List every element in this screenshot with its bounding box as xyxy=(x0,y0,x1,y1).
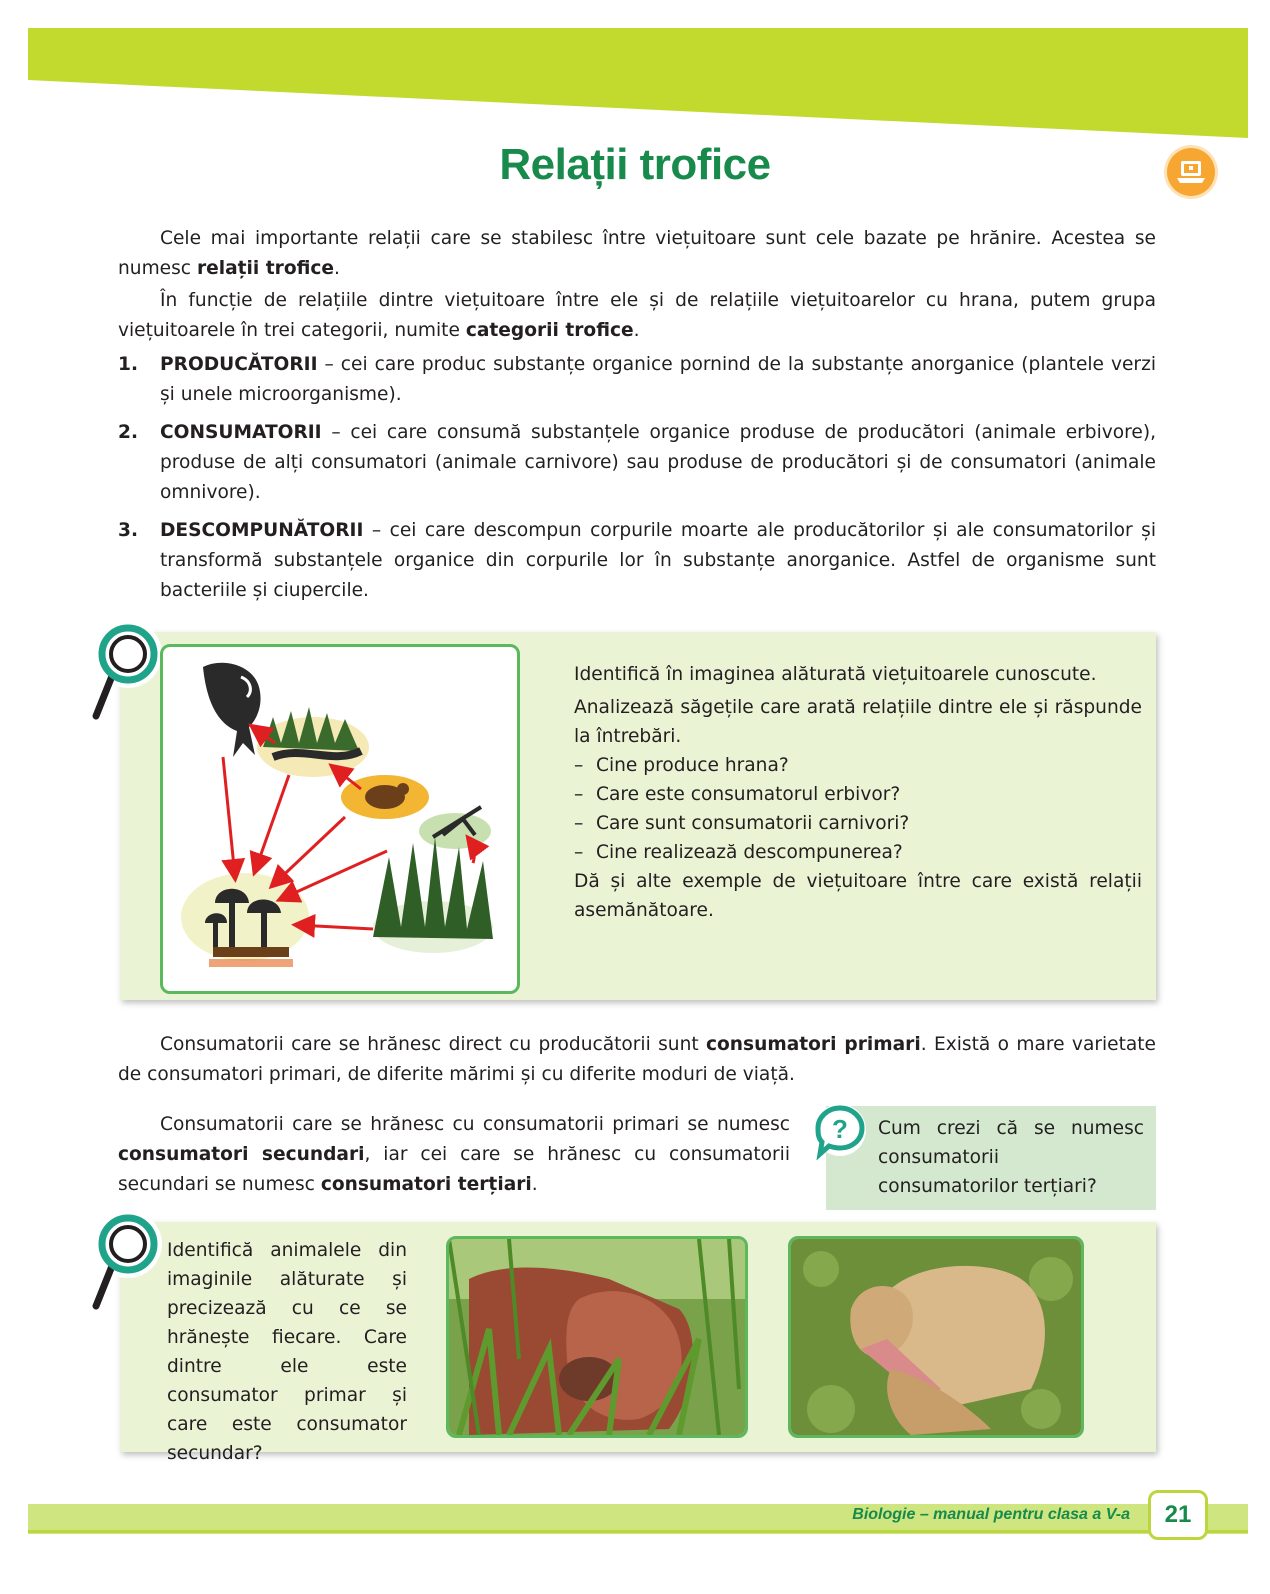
intro-paragraph-2: În funcție de relațiile dintre viețuitoare între ele și de relațiile viețuitoarelor cu hrana, putem grupa viețuitoarele în trei categorii, numite categorii trofice. xyxy=(118,290,1156,341)
activity-2-text: Identifică animalele din imaginile alăturate și precizează cu ce se hrănește fiecare. Care dintre ele este consumator primar și care este consumator secundar? xyxy=(167,1240,407,1464)
lioness-photo xyxy=(788,1236,1084,1438)
lioness-eating-meat-image xyxy=(791,1239,1081,1435)
header-banner xyxy=(0,0,1270,150)
activity-1-closing: Dă și alte exemple de viețuitoare între care există relații asemănătoare. xyxy=(574,871,1142,921)
laptop-icon xyxy=(1176,158,1206,186)
page-title: Relații trofice xyxy=(499,140,771,189)
svg-text:?: ? xyxy=(832,1114,848,1144)
activity-1-text xyxy=(574,660,1142,925)
cow-eating-grass-image xyxy=(449,1239,745,1435)
list-item: – Cine realizează descompunerea? xyxy=(574,842,903,863)
secondary-consumers-paragraph: Consumatorii care se hrănesc cu consumatorii primari se numesc consumatori secundari, iar cei care se hrănesc cu consumatorii secundari se numesc consumatori terțiari. xyxy=(118,1114,790,1195)
list-item: – Care este consumatorul erbivor? xyxy=(574,784,901,805)
primary-consumers-paragraph: Consumatorii care se hrănesc direct cu producătorii sunt consumatori primari. Există o mare varietate de consumatori primari, de diferite mărimi și cu diferite moduri de viață. xyxy=(118,1034,1156,1085)
book-title: Biologie – manual pentru clasa a V-a xyxy=(852,1506,1130,1523)
footer-line xyxy=(28,1530,1248,1533)
page-number: 21 xyxy=(1148,1490,1208,1540)
cow-photo xyxy=(446,1236,748,1438)
magnifier-icon xyxy=(86,618,166,728)
laptop-badge xyxy=(1167,148,1215,196)
list-item: 3. DESCOMPUNĂTORII – cei care descompun corpurile moarte ale producătorilor și ale consumatorilor și transformă substanțele organice din corpurile lor în substanțe anorganice. Astfel de organisme sunt bacteriile și ciupercile. xyxy=(118,520,1156,601)
question-text: Cum crezi că se numesc consumatorii consumatorilor terțiari? xyxy=(878,1118,1144,1197)
mouse-node xyxy=(341,775,429,819)
magnifier-icon xyxy=(86,1208,166,1318)
list-item: 2. CONSUMATORII – cei care consumă substanțele organice produse de producători (animale erbivore), produse de alți consumatori (animale carnivore) sau produse de producători și de consumatori (animale omnivore). xyxy=(118,422,1156,503)
list-item: – Care sunt consumatorii carnivori? xyxy=(574,813,910,834)
question-bubble-icon xyxy=(812,1104,870,1160)
list-item: – Cine produce hrana? xyxy=(574,755,789,776)
activity-1-intro: Identifică în imaginea alăturată viețuitoarele cunoscute. xyxy=(574,664,1097,685)
mushrooms-node xyxy=(181,873,309,967)
food-web-drawing xyxy=(163,647,517,991)
intro-paragraph-1: Cele mai importante relații care se stabilesc între viețuitoare sunt cele bazate pe hrănire. Acestea se numesc relații trofice. xyxy=(118,228,1156,279)
list-item: 1. PRODUCĂTORII – cei care produc substanțe organice pornind de la substanțe anorganice (plantele verzi și unele microorganisme). xyxy=(118,354,1156,405)
grasshopper-node xyxy=(419,807,491,849)
eagle-node xyxy=(203,663,261,757)
food-web-diagram xyxy=(160,644,520,994)
activity-1-instruction: Analizează săgețile care arată relațiile dintre ele și răspunde la întrebări. xyxy=(574,697,1142,747)
